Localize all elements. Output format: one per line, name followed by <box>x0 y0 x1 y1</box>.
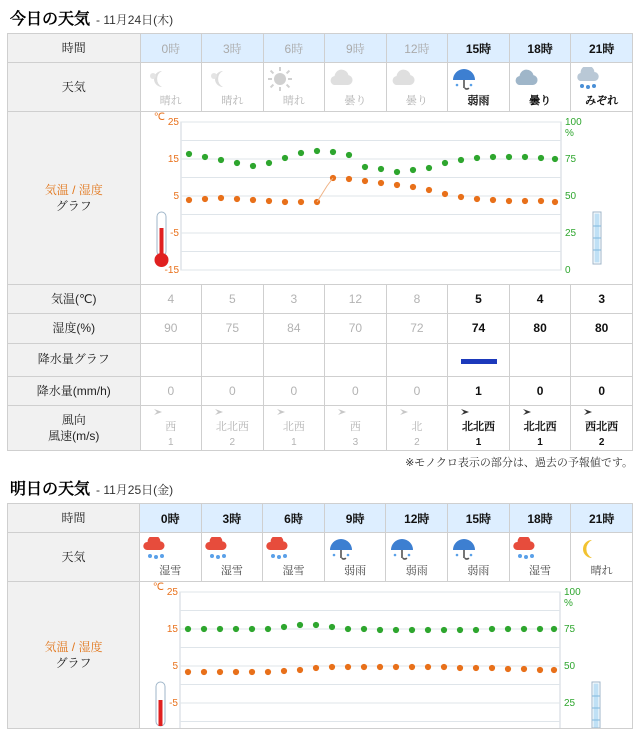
today-temp-humidity-chart <box>141 112 632 284</box>
hour-header: 21時 <box>571 34 633 63</box>
humidity-cell: 90 <box>140 314 202 343</box>
svg-text:50: 50 <box>564 191 576 203</box>
today-humidity-row <box>8 314 633 343</box>
tomorrow-date: - 11月25日(金) <box>96 483 174 498</box>
wind-speed-label: 1 <box>291 437 297 449</box>
weather-label: 晴れ <box>221 94 244 107</box>
svg-text:-5: -5 <box>169 228 179 240</box>
hour-header: 0時 <box>139 504 201 533</box>
svg-text:25: 25 <box>564 228 576 240</box>
weather-cell <box>202 63 264 112</box>
today-precip-graph-row <box>8 343 633 376</box>
row-label-precip-graph: 降水量グラフ <box>8 343 141 376</box>
precip-bar-cell <box>571 343 633 376</box>
weather-cell <box>448 533 510 582</box>
wind-dir-label: 北北西 <box>523 421 557 434</box>
wind-arrow-icon <box>203 407 262 417</box>
humidity-cell: 70 <box>325 314 387 343</box>
wind-dir-label: 北北西 <box>462 421 495 434</box>
snow-wet-icon <box>511 537 570 561</box>
weather-label: 曇り <box>344 94 367 107</box>
precip-cell: 1 <box>448 376 510 405</box>
row-label-humidity: 湿度(%) <box>8 314 141 343</box>
temp-cell: 5 <box>448 285 510 314</box>
row-label-precip: 降水量(mm/h) <box>8 376 141 405</box>
svg-text:25: 25 <box>166 587 178 599</box>
humidity-cell: 75 <box>202 314 264 343</box>
hour-header: 9時 <box>324 504 386 533</box>
temp-cell: 12 <box>325 285 387 314</box>
hour-header: 9時 <box>325 34 387 63</box>
sleet-icon <box>572 67 631 91</box>
row-label-wind-dir: 風向 <box>61 412 86 427</box>
svg-text:15: 15 <box>167 154 179 166</box>
wind-cell <box>202 405 264 450</box>
row-label-graph-temp: 気温 / 湿度 <box>44 183 103 197</box>
precip-bar-cell <box>448 343 510 376</box>
hour-header: 3時 <box>201 504 263 533</box>
today-temp-row <box>8 285 633 314</box>
svg-text:5: 5 <box>172 191 179 203</box>
precip-bar-cell <box>140 343 202 376</box>
tomorrow-graph-row <box>8 582 633 729</box>
hour-header: 21時 <box>571 504 633 533</box>
weather-label: 湿雪 <box>159 564 182 577</box>
svg-text:50: 50 <box>563 661 576 673</box>
svg-text:%: % <box>564 128 574 140</box>
weather-cell <box>263 533 325 582</box>
monochrome-note: ※モノクロ表示の部分は、過去の予報値です。 <box>405 457 633 470</box>
tomorrow-temp-humidity-chart <box>140 582 632 728</box>
temp-cell: 3 <box>571 285 633 314</box>
snow-wet-icon <box>141 537 200 561</box>
svg-text:-15: -15 <box>164 265 179 277</box>
weather-cell <box>139 533 201 582</box>
thermometer-icon <box>154 212 168 267</box>
wind-speed-label: 2 <box>229 437 236 449</box>
wind-arrow-icon <box>572 407 631 417</box>
weather-cell <box>571 533 633 582</box>
hour-header: 6時 <box>263 504 325 533</box>
wind-arrow-icon <box>449 407 508 417</box>
tomorrow-weather-row <box>8 533 633 582</box>
temp-cell: 8 <box>386 285 448 314</box>
row-label-graph-sub: グラフ <box>55 199 92 214</box>
wind-dir-label: 西 <box>349 421 361 434</box>
wind-cell <box>263 405 325 450</box>
svg-text:100: 100 <box>563 587 581 599</box>
row-label-wind-speed: 風速(m/s) <box>48 428 100 443</box>
temp-cell: 5 <box>202 285 264 314</box>
weather-label: 湿雪 <box>529 564 551 577</box>
weather-cell <box>324 533 386 582</box>
umbrella-rain-icon <box>387 537 446 561</box>
today-title: 今日の天気 <box>10 11 91 28</box>
weather-label: 弱雨 <box>467 94 490 107</box>
humidity-cell: 74 <box>448 314 510 343</box>
weather-cell <box>386 533 448 582</box>
svg-text:25: 25 <box>167 117 179 129</box>
weather-label: 湿雪 <box>220 564 243 577</box>
precip-bar-cell <box>202 343 264 376</box>
row-label-time: 時間 <box>8 504 140 533</box>
precip-cell: 0 <box>140 376 202 405</box>
tomorrow-hours-row <box>8 504 633 533</box>
row-label-wind <box>8 405 141 450</box>
hour-header: 15時 <box>448 34 510 63</box>
precip-bar <box>461 359 497 364</box>
hour-header: 18時 <box>509 504 571 533</box>
precip-bar-cell <box>263 343 325 376</box>
row-label-graph-temp: 気温 / 湿度 <box>44 640 103 655</box>
moon-clear-icon <box>203 67 262 91</box>
moon-clear-icon <box>142 67 201 91</box>
wind-arrow-icon <box>388 407 447 417</box>
svg-text:0: 0 <box>564 265 571 277</box>
humidity-gauge-icon <box>592 682 600 728</box>
cloud-icon <box>326 67 385 91</box>
precip-cell: 0 <box>325 376 387 405</box>
svg-text:℃: ℃ <box>153 112 165 124</box>
sun-icon <box>265 67 324 91</box>
row-label-graph <box>8 112 141 285</box>
wind-cell <box>386 405 448 450</box>
weather-label: みぞれ <box>585 94 619 107</box>
row-label-weather: 天気 <box>8 533 140 582</box>
weather-label: 湿雪 <box>282 564 305 577</box>
wind-speed-label: 1 <box>168 437 174 449</box>
weather-label: 曇り <box>405 94 428 107</box>
umbrella-rain-icon <box>449 67 508 91</box>
tomorrow-heading <box>6 470 634 503</box>
today-graph-row <box>8 112 633 285</box>
weather-cell <box>263 63 325 112</box>
hour-header: 12時 <box>386 504 448 533</box>
wind-arrow-icon <box>265 407 324 417</box>
precip-bar-cell <box>386 343 448 376</box>
weather-label: 弱雨 <box>467 564 490 577</box>
weather-label: 弱雨 <box>344 564 367 577</box>
wind-dir-label: 北北西 <box>215 421 249 434</box>
humidity-cell: 84 <box>263 314 325 343</box>
wind-dir-label: 西北西 <box>585 421 619 434</box>
snow-wet-icon <box>203 537 262 561</box>
today-weather-row <box>8 63 633 112</box>
wind-arrow-icon <box>511 407 570 417</box>
precip-cell: 0 <box>509 376 571 405</box>
wind-speed-label: 3 <box>352 437 359 449</box>
wind-dir-label: 北 <box>411 421 423 434</box>
temp-cell: 4 <box>140 285 202 314</box>
weather-cell <box>448 63 510 112</box>
wind-cell <box>448 405 510 450</box>
today-hours-row <box>8 34 633 63</box>
weather-cell <box>509 533 571 582</box>
weather-label: 弱雨 <box>405 564 428 577</box>
svg-text:-5: -5 <box>169 698 178 710</box>
wind-cell <box>509 405 571 450</box>
cloud-icon <box>388 67 447 91</box>
tomorrow-graph-cell <box>139 582 632 729</box>
svg-text:25: 25 <box>563 698 576 710</box>
today-wind-row <box>8 405 633 450</box>
wind-speed-label: 1 <box>475 437 482 449</box>
today-date: - 11月24日(木) <box>96 13 174 27</box>
svg-text:75: 75 <box>564 154 576 166</box>
hour-header: 18時 <box>509 34 571 63</box>
precip-cell: 0 <box>263 376 325 405</box>
svg-text:5: 5 <box>172 661 178 673</box>
humidity-gauge-icon <box>593 212 601 264</box>
snow-wet-icon <box>264 537 323 561</box>
tomorrow-section <box>0 470 640 729</box>
today-graph-cell <box>140 112 632 285</box>
svg-text:℃: ℃ <box>152 582 164 594</box>
precip-cell: 0 <box>386 376 448 405</box>
today-heading <box>6 0 634 33</box>
wind-cell <box>571 405 633 450</box>
wind-cell <box>140 405 202 450</box>
svg-text:%: % <box>563 598 573 610</box>
umbrella-rain-icon <box>326 537 385 561</box>
weather-cell <box>140 63 202 112</box>
svg-text:100: 100 <box>564 117 582 129</box>
weather-cell <box>386 63 448 112</box>
moon-clear-icon <box>572 537 631 561</box>
weather-cell <box>571 63 633 112</box>
wind-speed-label: 2 <box>414 437 420 449</box>
svg-text:15: 15 <box>166 624 178 636</box>
wind-arrow-icon <box>142 407 201 417</box>
wind-arrow-icon <box>326 407 385 417</box>
weather-label: 晴れ <box>590 564 613 577</box>
precip-cell: 0 <box>202 376 264 405</box>
precip-bar-cell <box>325 343 387 376</box>
tomorrow-title: 明日の天気 <box>10 481 91 499</box>
weather-cell <box>201 533 263 582</box>
row-label-temp: 気温(℃) <box>8 285 141 314</box>
hour-header: 15時 <box>448 504 510 533</box>
wind-dir-label: 西 <box>165 421 177 434</box>
row-label-time: 時間 <box>8 34 141 63</box>
svg-text:75: 75 <box>563 624 576 636</box>
weather-cell <box>325 63 387 112</box>
humidity-cell: 80 <box>509 314 571 343</box>
hour-header: 3時 <box>202 34 264 63</box>
wind-speed-label: 1 <box>537 437 543 449</box>
umbrella-rain-icon <box>449 537 508 561</box>
weather-label: 曇り <box>529 94 552 107</box>
humidity-cell: 80 <box>571 314 633 343</box>
precip-bar-cell <box>509 343 571 376</box>
row-label-graph <box>8 582 140 729</box>
weather-label: 晴れ <box>282 94 305 107</box>
wind-speed-label: 2 <box>598 437 605 449</box>
weather-label: 晴れ <box>159 94 182 107</box>
humidity-cell: 72 <box>386 314 448 343</box>
today-precip-row <box>8 376 633 405</box>
wind-dir-label: 北西 <box>282 421 305 434</box>
thermometer-icon <box>156 682 165 726</box>
row-label-weather: 天気 <box>8 63 141 112</box>
cloud-icon <box>511 67 570 91</box>
temp-cell: 4 <box>509 285 571 314</box>
today-table <box>7 33 633 451</box>
hour-header: 12時 <box>386 34 448 63</box>
wind-cell <box>325 405 387 450</box>
temp-cell: 3 <box>263 285 325 314</box>
hour-header: 0時 <box>140 34 202 63</box>
weather-cell <box>509 63 571 112</box>
tomorrow-table <box>7 503 633 729</box>
precip-cell: 0 <box>571 376 633 405</box>
hour-header: 6時 <box>263 34 325 63</box>
row-label-graph-sub: グラフ <box>55 656 92 671</box>
